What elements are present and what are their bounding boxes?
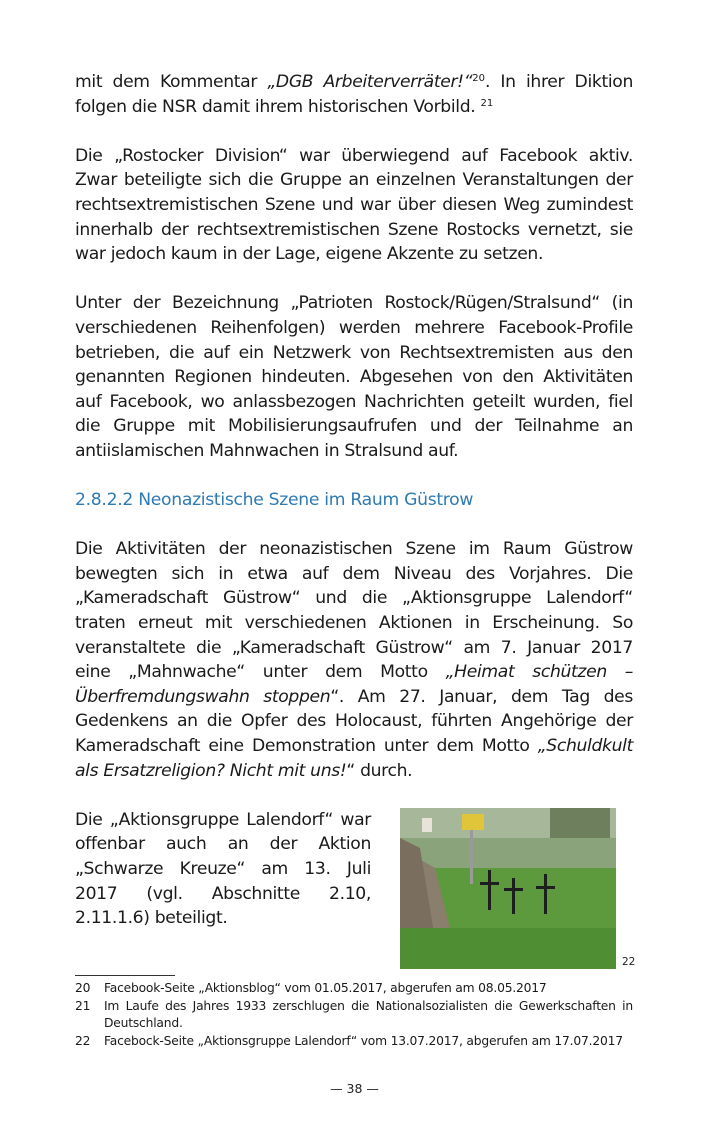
footnote: [75, 998, 633, 1033]
page-number: — 38 —: [330, 1081, 379, 1096]
paragraph-5: Die „Aktionsgruppe Lalendorf“ war offenbar auch an der Aktion „Schwarze Kreuze“ am 13. Juli 2017 (vgl. Abschnitte 2.10, 2.11.1.6) beteiligt.: [75, 809, 371, 929]
text-run: mit dem Kommentar: [75, 72, 268, 92]
footnote: [75, 980, 633, 998]
footnote-divider: [75, 975, 175, 976]
figure-block: [75, 808, 636, 973]
footnote: [75, 1033, 633, 1051]
paragraph-4: [75, 537, 633, 783]
text-run: Die Aktivitäten der neonazistischen Szene im Raum Güstrow bewegten sich in etwa auf dem Niveau des Vorjahres. Die „Kameradschaft Güstrow“ und die „Aktionsgruppe Lalendorf“ traten erneut mit verschiedenen Aktionen in Erscheinung. So veranstaltete die „Kameradschaft Güstrow“ am 7. Januar 2017 eine „Mahnwache“ unter dem Motto: [75, 539, 633, 683]
photo-illustration: [400, 808, 616, 969]
footnote-ref[interactable]: 20: [472, 73, 486, 84]
footnote-number: 20: [75, 981, 91, 995]
footnotes: [75, 980, 633, 1050]
text-run: “. Am 27. Januar, dem Tag des Gedenkens an die Opfer des Holocaust, führten Angehörige der Kameradschaft eine Demonstration unter dem Motto: [75, 686, 634, 757]
footnote-text: Facebook-Seite „Aktionsblog“ vom 01.05.2017, abgerufen am 08.05.2017: [104, 981, 547, 995]
paragraph-2: Die „Rostocker Division“ war überwiegend auf Facebook aktiv. Zwar beteiligte sich die Gruppe an einzelnen Veranstaltungen der rechtsextremistischen Szene und war über diesen Weg zumindest innerhalb der rechtsextremistischen Szene Rostocks vernetzt, sie war jedoch kaum in der Lage, eigene Akzente zu setzen.: [75, 145, 633, 265]
paragraph-3: Unter der Bezeichnung „Patrioten Rostock/Rügen/Stralsund“ (in verschiedenen Reihenfolgen) werden mehrere Facebook-Profile betrieben, die auf ein Netzwerk von Rechtsextremisten aus den genannten Regionen hindeuten. Abgesehen von den Aktivitäten auf Facebook, wo anlassbezogen Nachrichten geteilt wurden, fiel die Gruppe mit Mobilisierungsaufrufen und der Teilnahme an antiislamischen Mahnwachen in Stralsund auf.: [75, 293, 633, 461]
paragraph-1: [75, 70, 633, 119]
photo-black-crosses: [400, 808, 616, 969]
text-run: “ durch.: [346, 760, 413, 781]
quote-italic: „Schuldkult als Ersatzreligion? Nicht mit uns!: [75, 736, 633, 781]
footnote-text: Im Laufe des Jahres 1933 zerschlugen die Nationalsozialisten die Gewerkschaften in Deutschland.: [104, 998, 633, 1030]
footnote-number: 21: [75, 998, 91, 1013]
section-heading: 2.8.2.2 Neonazistische Szene im Raum Güstrow: [75, 490, 474, 511]
quote-italic: „DGB Arbeiterverräter!“: [267, 72, 473, 92]
figure-number: 22: [622, 955, 636, 968]
text-run: . In ihrer Diktion folgen die NSR damit ihrem historischen Vorbild.: [75, 72, 633, 117]
footnote-number: 22: [75, 1033, 91, 1048]
quote-italic: „Heimat schützen – Überfremdungswahn stoppen: [75, 662, 633, 707]
page-body: [75, 70, 636, 973]
footnote-ref[interactable]: 21: [480, 97, 494, 109]
footnote-text: Facebock-Seite „Aktionsgruppe Lalendorf“ vom 13.07.2017, abgerufen am 17.07.2017: [104, 1033, 623, 1048]
